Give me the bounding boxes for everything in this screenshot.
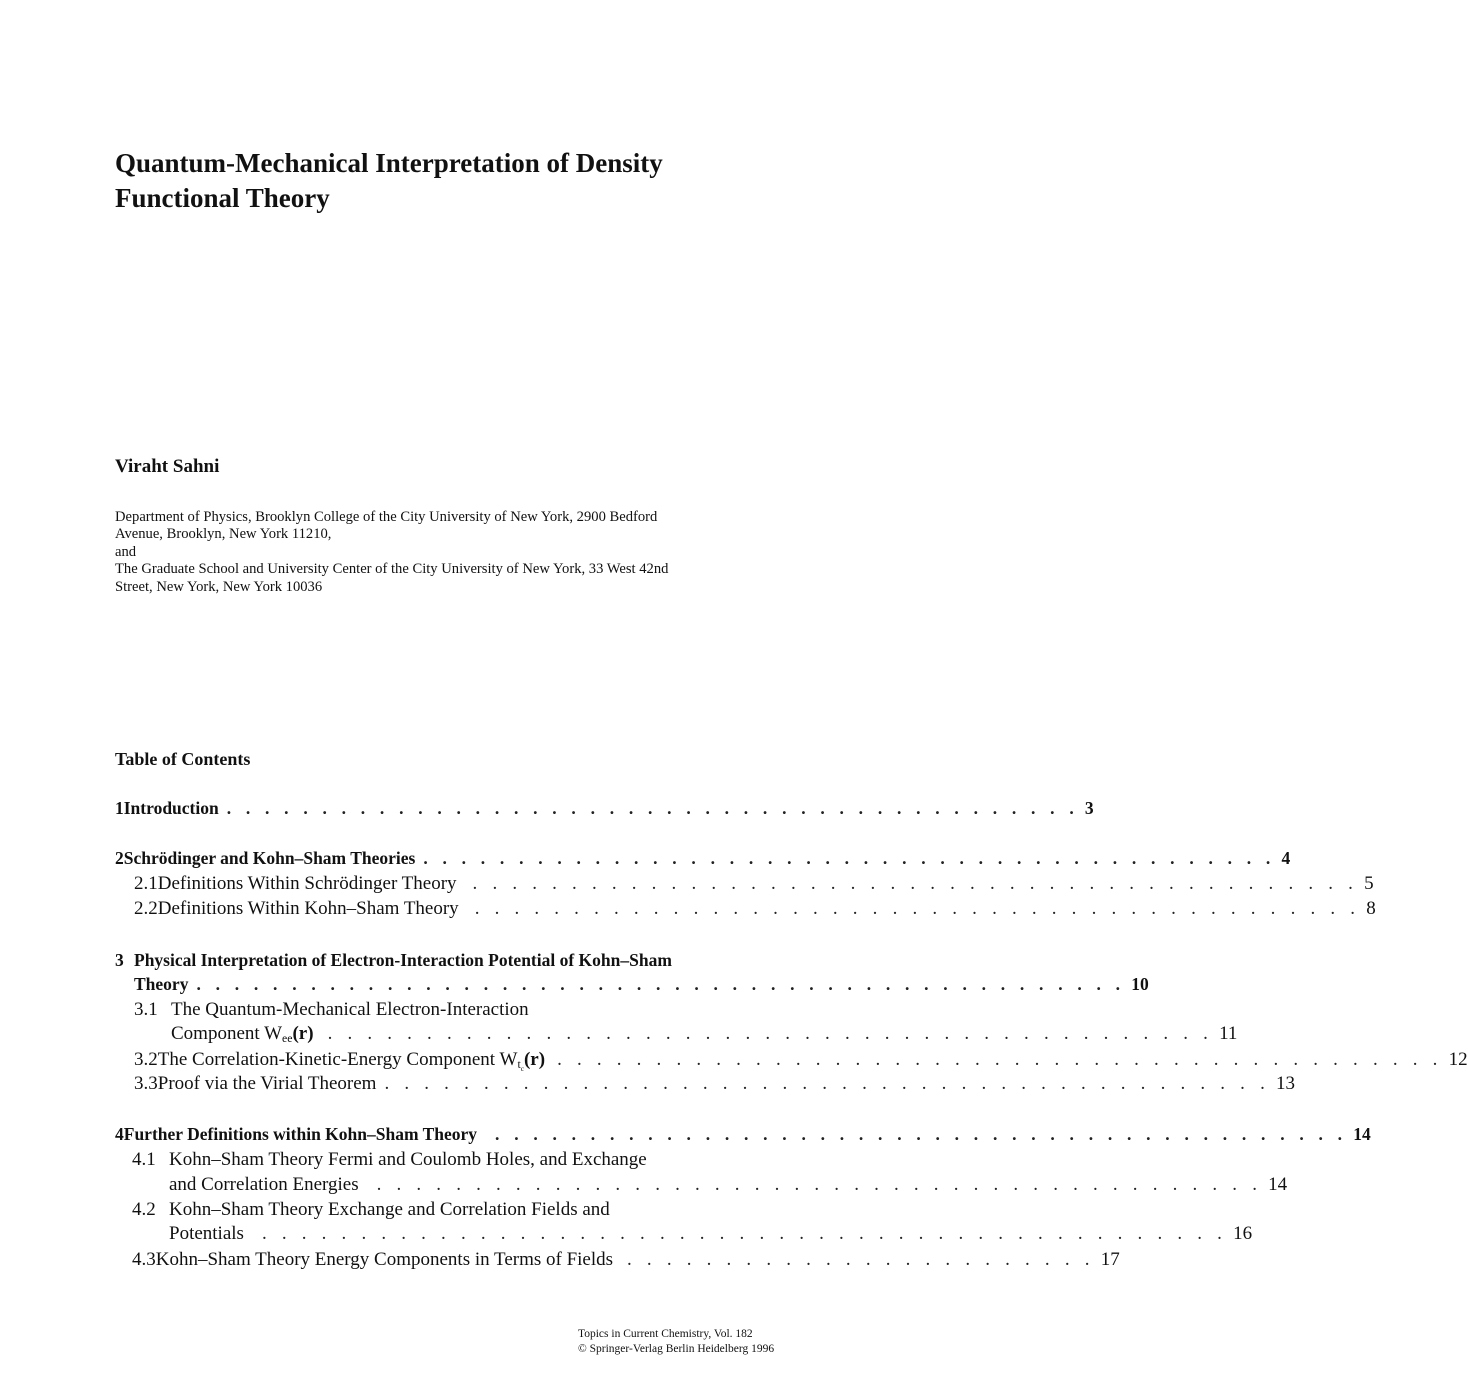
dot-leader: . . . . . . . . . . . . . . . . . . . . . . . . . . . . . . . . . . . . . . . . . . . . . (384, 1073, 1271, 1094)
toc-entry-3-1-line1[interactable] (134, 999, 529, 1021)
dot-leader: . . . . . . . . . . . . . . . . . . . . . . . . . . . . . . . . . . . . . . . . . . . . . (423, 848, 1276, 868)
toc-entry-ch4[interactable] (115, 1124, 1371, 1148)
series-info: Topics in Current Chemistry, Vol. 182 (578, 1328, 753, 1340)
dot-leader: . . . . . . . . . . . . . . . . . . . . . . . . . . . . . . . . . . . . . . . . . . . . . (474, 898, 1361, 919)
title-line-1: Quantum-Mechanical Interpretation of Density (115, 148, 663, 178)
toc-page: 3 (1084, 798, 1094, 818)
toc-label: Theory (134, 974, 189, 994)
dot-leader: . . . . . . . . . . . . . . . . . . . . . . . . (627, 1249, 1095, 1270)
affiliation-line: and (115, 543, 137, 560)
toc-label: The Quantum-Mechanical Electron-Interaction (171, 999, 529, 1020)
dot-leader: . . . . . . . . . . . . . . . . . . . . . . . . . . . . . . . . . . . . . . . . . . . . . . . . . (196, 974, 1126, 994)
toc-label: Further Definitions within Kohn–Sham Theory (123, 1124, 478, 1144)
author-name: Viraht Sahni (115, 456, 220, 477)
dot-leader: . . . . . . . . . . . . . . . . . . . . . . . . . . . . . . . . . . . . . . . . . . . . . (472, 873, 1359, 894)
toc-label: Schrödinger and Kohn–Sham Theories (123, 848, 416, 868)
toc-number: 4.3 (132, 1249, 156, 1270)
toc-page: 16 (1233, 1223, 1253, 1244)
toc-entry-2-2[interactable] (134, 898, 1376, 922)
toc-label: Definitions Within Kohn–Sham Theory (157, 898, 459, 919)
toc-heading: Table of Contents (115, 749, 251, 769)
article-title (115, 146, 835, 216)
toc-number: 3.2 (134, 1049, 158, 1070)
toc-entry-ch1[interactable] (115, 798, 1094, 822)
toc-page: 13 (1276, 1073, 1296, 1094)
toc-page: 5 (1364, 873, 1374, 894)
toc-label: The Correlation-Kinetic-Energy Component $W_{t_c}(r)$ (157, 1049, 546, 1073)
toc-number: 2.2 (134, 898, 158, 919)
toc-page: 17 (1100, 1249, 1120, 1270)
toc-label: Component $W_{ee}(r)$ (171, 1023, 314, 1045)
dot-leader: . . . . . . . . . . . . . . . . . . . . . . . . . . . . . . . . . . . . . . . . . . . . . (327, 1023, 1214, 1044)
toc-label: Potentials (169, 1223, 244, 1244)
affiliation-line: Department of Physics, Brooklyn College of the City University of New York, 2900 Bedford (115, 509, 658, 525)
toc-number: 4.2 (132, 1199, 156, 1220)
toc-label: Physical Interpretation of Electron-Interaction Potential of Kohn–Sham (134, 950, 672, 970)
toc-entry-3-1-line2[interactable] (171, 1023, 1238, 1047)
dot-leader: . . . . . . . . . . . . . . . . . . . . . . . . . . . . . . . . . . . . . . . . . . . . . . . . . (261, 1223, 1228, 1244)
toc-page: 14 (1353, 1124, 1371, 1144)
toc-entry-4-2-line2[interactable] (169, 1223, 1253, 1247)
toc-number: 2 (115, 848, 124, 868)
toc-entry-3-3[interactable] (134, 1073, 1296, 1097)
toc-number: 3.1 (134, 999, 158, 1020)
toc-label: Definitions Within Schrödinger Theory (157, 873, 457, 894)
toc-number: 4 (115, 1124, 124, 1144)
toc-number: 1 (115, 798, 124, 818)
title-line-2: Functional Theory (115, 183, 330, 213)
toc-label: Introduction (123, 798, 219, 818)
dot-leader: . . . . . . . . . . . . . . . . . . . . . . . . . . . . . . . . . . . . . . . . . . . . . (226, 798, 1079, 818)
dot-leader: . . . . . . . . . . . . . . . . . . . . . . . . . . . . . . . . . . . . . . . . . . . . . (376, 1174, 1263, 1195)
copyright-notice: © Springer-Verlag Berlin Heidelberg 1996 (578, 1343, 775, 1355)
affiliation-line: Avenue, Brooklyn, New York 11210, (115, 526, 332, 543)
toc-page: 12 (1448, 1049, 1468, 1070)
toc-label: and Correlation Energies (169, 1174, 359, 1195)
toc-label: Proof via the Virial Theorem (157, 1073, 377, 1094)
page-footer (578, 1327, 774, 1357)
affiliation-line: The Graduate School and University Center of the City University of New York, 33 West 42nd (115, 561, 669, 578)
toc-entry-ch3-line1[interactable] (115, 950, 672, 971)
toc-entry-4-1-line2[interactable] (169, 1174, 1288, 1198)
dot-leader: . . . . . . . . . . . . . . . . . . . . . . . . . . . . . . . . . . . . . . . . . . . . . (557, 1049, 1443, 1070)
affiliation-line: Street, New York, New York 10036 (115, 578, 323, 595)
toc-entry-3-2[interactable] (134, 1049, 1468, 1073)
toc-page: 14 (1268, 1174, 1288, 1195)
toc-entry-ch2[interactable] (115, 848, 1291, 872)
toc-entry-2-1[interactable] (134, 873, 1374, 897)
dot-leader: . . . . . . . . . . . . . . . . . . . . . . . . . . . . . . . . . . . . . . . . . . . . . (495, 1124, 1348, 1144)
toc-entry-4-3[interactable] (132, 1249, 1120, 1273)
toc-label: Kohn–Sham Theory Exchange and Correlation Fields and (169, 1199, 610, 1220)
toc-page: 8 (1366, 898, 1376, 919)
toc-page: 4 (1281, 848, 1291, 868)
toc-number: 4.1 (132, 1149, 156, 1170)
author-affiliation (115, 509, 815, 596)
toc-label: Kohn–Sham Theory Energy Components in Terms of Fields (155, 1249, 614, 1270)
toc-number: 3 (115, 950, 124, 970)
toc-page: 10 (1131, 974, 1149, 994)
toc-number: 3.3 (134, 1073, 158, 1094)
toc-entry-ch3-line2[interactable] (134, 974, 1149, 998)
toc-number: 2.1 (134, 873, 158, 894)
toc-page: 11 (1219, 1023, 1238, 1044)
toc-label: Kohn–Sham Theory Fermi and Coulomb Holes, and Exchange (169, 1149, 647, 1170)
toc-entry-4-1-line1[interactable] (132, 1149, 647, 1171)
toc-entry-4-2-line1[interactable] (132, 1199, 610, 1221)
